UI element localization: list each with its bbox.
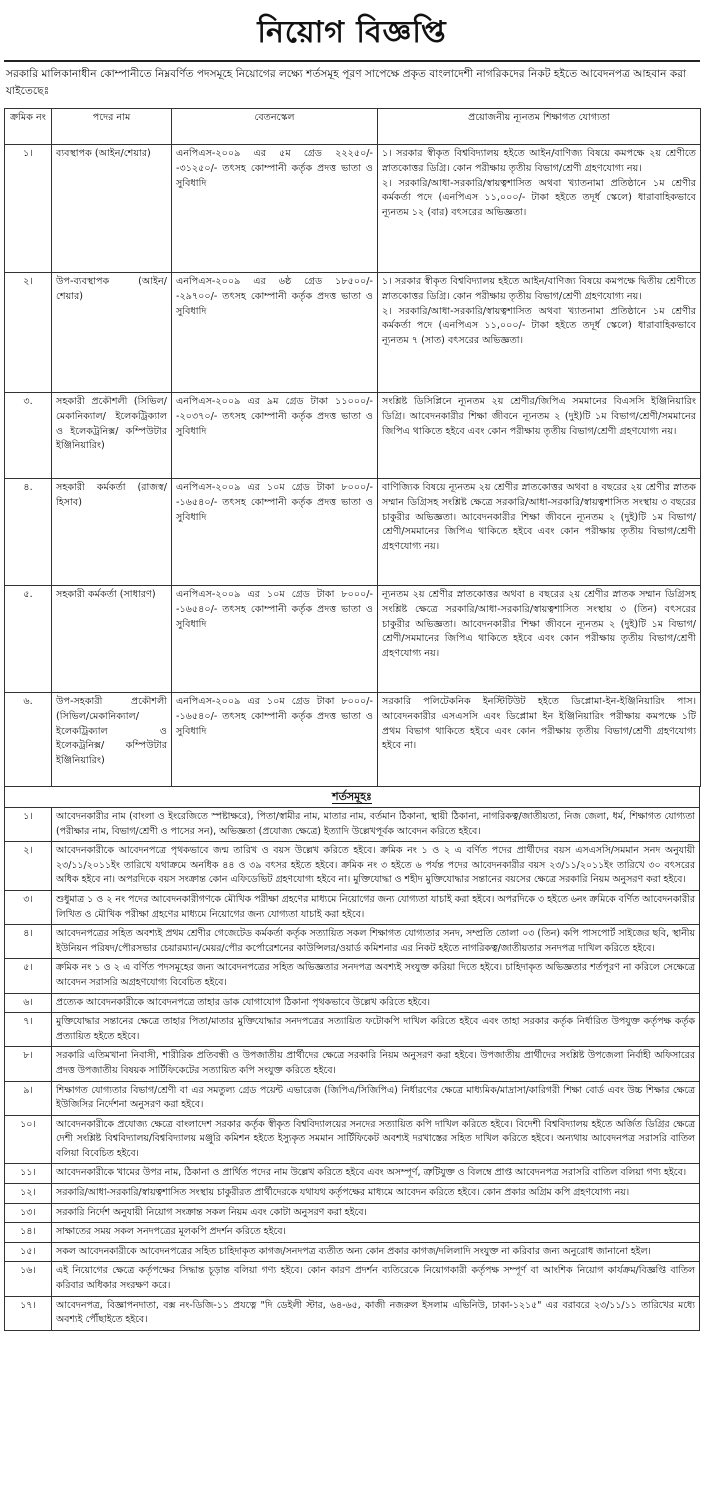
condition-number: ২। xyxy=(5,842,52,891)
qualification-text: সরকারি পলিটেকনিক ইনস্টিটিউট হইতে ডিপ্লোমা-ইন-ইঞ্জিনিয়ারিং পাস। আবেদনকারীর এসএসসি এবং ডিপ্লোমা ইন ইঞ্জিনিয়ারিং পরীক্ষায় কমপক্ষে ১টি প্রথম বিভাগ থাকিতে হইবে এবং কোন পরীক্ষায় তৃতীয় বিভাগ/শ্রেণী গ্রহণযোগ্য হইবে না। xyxy=(382,696,696,752)
qualification-point-1: ১। সরকার স্বীকৃত বিশ্ববিদ্যালয় হইতে আইন/বাণিজ্য বিষয়ে কমপক্ষে ২য় শ্রেণীতে স্নাতকোত্তর ডিগ্রি। কোন পরীক্ষায় তৃতীয় বিভাগ/শ্রেণী গ্রহণযোগ্য নয়। xyxy=(382,148,696,174)
condition-text: শিক্ষাগত যোগ্যতার বিভাগ/শ্রেণী বা এর সমতুল্য গ্রেড পয়েন্ট এভারেজ (জিপিএ/সিজিপিএ) নির্ধারণের ক্ষেত্রে মাধ্যমিক/মাদ্রাসা/কারিগরী শিক্ষা বোর্ড এবং উচ্চ শিক্ষার ক্ষেত্রে ইউজিসির নির্দেশনা অনুসরণ করা হইবে। xyxy=(52,1081,700,1115)
post-name-text: ব্যবস্থাপক (আইন/শেয়ার) xyxy=(56,148,151,159)
row-serial: ৪. xyxy=(5,479,52,586)
row-qualification xyxy=(378,479,701,586)
condition-row xyxy=(5,993,700,1013)
row-post-name xyxy=(52,479,172,586)
condition-text: সরকারি নির্দেশ অনুযায়ী নিয়োগ সংক্রান্ত সকল নিয়ম এবং কোটা অনুসরণ করা হইবে। xyxy=(52,1203,700,1223)
row-serial: ৩. xyxy=(5,393,52,479)
condition-row xyxy=(5,925,700,959)
condition-number: ১৫। xyxy=(5,1242,52,1262)
post-name-text: উপ-সহকারী প্রকৌশলী (সিভিল/মেকানিক্যাল/ ইলেকট্রিক্যাল ও ইলেকট্রনিক্স/ কম্পিউটার ইঞ্জিনিয়ারিং) xyxy=(56,696,167,767)
page-title: নিয়োগ বিজ্ঞপ্তি xyxy=(257,15,447,50)
row-serial: ১। xyxy=(5,145,52,273)
condition-row xyxy=(5,1013,700,1047)
condition-text: প্রত্যেক আবেদনকারীকে আবেদনপত্রে তাহার ডাক যোগাযোগ ঠিকানা পৃথকভাবে উল্লেখ করিতে হইবে। xyxy=(52,993,700,1013)
row-pay-scale xyxy=(172,586,378,693)
qualification-text: ন্যূনতম ২য় শ্রেণীর স্নাতকোত্তর অথবা ৪ বছরের ২য় শ্রেণীর স্নাতক সম্মান ডিগ্রিসহ সংশ্লিষ্ট ক্ষেত্রে সরকারি/আধা-সরকারি/স্বায়ত্বশাসিত সংস্থায় ৩ (তিন) বৎসরের চাকুরীর অভিজ্ঞতা। আবেদনকারীর শিক্ষা জীবনে ন্যূনতম ২ (দুই)টি ১ম বিভাগ/শ্রেণী/সমমানের জিপিএ থাকিতে হইবে এবং কোন পরীক্ষায় তৃতীয় বিভাগ/শ্রেণী গ্রহণযোগ্য নয়। xyxy=(382,589,696,660)
condition-row xyxy=(5,1184,700,1204)
condition-row xyxy=(5,1262,700,1296)
condition-text: ক্রমিক নং ১ ও ২ এ বর্ণিত পদসমূহের জন্য আবেদনপত্রের সহিত অভিজ্ঞতার সনদপত্র অবশ্যই সংযুক্ত করিয়া দিতে হইবে। চাহিদাকৃত অভিজ্ঞতার শর্তপূরণ না করিলে সেক্ষেত্রে আবেদন সরাসরি অগ্রহণযোগ্য বিবেচিত হইবে। xyxy=(52,959,700,993)
row-post-name xyxy=(52,273,172,393)
condition-number: ৮। xyxy=(5,1047,52,1081)
row-serial: ৬. xyxy=(5,693,52,787)
condition-number: ৪। xyxy=(5,925,52,959)
row-post-name xyxy=(52,586,172,693)
row-qualification xyxy=(378,145,701,273)
row-serial: ২। xyxy=(5,273,52,393)
post-name-text: সহকারী কর্মকর্তা (রাজস্ব/হিসাব) xyxy=(56,482,167,508)
row-qualification xyxy=(378,393,701,479)
row-qualification xyxy=(378,693,701,787)
condition-text: আবেদনকারীকে প্রযোজ্য ক্ষেত্রে বাংলাদেশ সরকার কর্তৃক স্বীকৃত বিশ্ববিদ্যালয়ের সনদের সত্যায়িত কপি দাখিল করিতে হইবে। বিদেশী বিশ্ববিদ্যালয় হইতে অর্জিত ডিগ্রির ক্ষেত্রে দেশী সংশ্লিষ্ট বিশ্ববিদ্যালয়/বিশ্ববিদ্যালয় মঞ্জুরি কমিশন হইতে ইস্যুকৃত সমমান সার্টিফিকেট অবশ্যই দরখাস্তের সহিত দাখিল করিতে হইবে। অন্যথায় আবেদনপত্র সরাসরি বাতিল বলিয়া বিবেচিত হইবে। xyxy=(52,1115,700,1164)
condition-number: ৯। xyxy=(5,1081,52,1115)
qualification-point-2: ২। সরকারি/আধা-সরকারি/স্বায়ত্বশাসিত অথবা খ্যাতনামা প্রতিষ্ঠানে ১ম শ্রেণীর কর্মকর্তা পদে (এনপিএস ১১,০০০/- টাকা হইতে তদূর্ধ স্কেলে) ধারাবাহিকভাবে ন্যূনতম ৭ (সাত) বৎসরের অভিজ্ঞতা। xyxy=(382,305,696,347)
condition-text: সাক্ষাতের সময় সকল সনদপত্রের মূলকপি প্রদর্শন করিতে হইবে। xyxy=(52,1223,700,1243)
table-row xyxy=(5,693,701,787)
condition-row xyxy=(5,1047,700,1081)
condition-row xyxy=(5,808,700,842)
qualification-point-2: ২। সরকারি/আধা-সরকারি/স্বায়ত্বশাসিত অথবা খ্যাতনামা প্রতিষ্ঠানে ১ম শ্রেণীর কর্মকর্তা পদে (এনপিএস ১১,০০০/- টাকা হইতে তদূর্ধ স্কেলে) ধারাবাহিকভাবে ন্যূনতম ১২ (বার) বৎসরের অভিজ্ঞতা। xyxy=(382,177,696,219)
row-qualification xyxy=(378,273,701,393)
intro-paragraph: সরকারি মালিকানাধীন কোম্পানীতে নিম্নবর্ণিত পদসমূহে নিয়োগের লক্ষ্যে শর্তসমূহ পূরণ সাপেক্ষে প্রকৃত বাংলাদেশী নাগরিকদের নিকট হইতে আবেদনপত্র আহবান করা যাইতেছেঃ xyxy=(6,68,687,97)
condition-row xyxy=(5,842,700,891)
header-qualification: প্রয়োজনীয় ন্যূনতম শিক্ষাগত যোগ্যতা xyxy=(378,109,701,145)
row-serial: ৫. xyxy=(5,586,52,693)
condition-number: ১। xyxy=(5,808,52,842)
pay-scale-text: এনপিএস-২০০৯ এর ১০ম গ্রেড টাকা ৮০০০/--১৬৫৪০/- তৎসহ কোম্পানী কর্তৃক প্রদত্ত ভাতা ও সুবিধাদি xyxy=(176,696,373,737)
table-row xyxy=(5,273,701,393)
condition-text: সরকারি/আধা-সরকারি/স্বায়ত্বশাসিত সংস্থায় চাকুরীরত প্রার্থীদেরকে যথাযথ কর্তৃপক্ষের মাধ্যমে আবেদন করিতে হইবে। কোন প্রকার অগ্রিম কপি গ্রহণযোগ্য নয়। xyxy=(52,1184,700,1204)
header-post-name: পদের নাম xyxy=(52,109,172,145)
qualification-text: সংশ্লিষ্ট ডিসিপ্লিনে ন্যূনতম ২য় শ্রেণীর/জিপিএ সমমানের বিএসসি ইঞ্জিনিয়ারিং ডিগ্রি। আবেদনকারীর শিক্ষা জীবনে ন্যূনতম ২ (দুই)টি ১ম বিভাগ/শ্রেণী/সমমানের জিপিএ থাকিতে হইবে এবং কোন পরীক্ষায় তৃতীয় বিভাগ/শ্রেণী গ্রহণযোগ্য নয়। xyxy=(382,396,696,437)
condition-text: আবেদনকারীর নাম (বাংলা ও ইংরেজিতে স্পষ্টাক্ষরে), পিতা/স্বামীর নাম, মাতার নাম, বর্তমান ঠিকানা, স্থায়ী ঠিকানা, নাগরিকত্ব/জাতীয়তা, নিজ জেলা, ধর্ম, শিক্ষাগত যোগ্যতা (পরীক্ষার নাম, বিভাগ/শ্রেণী ও পাসের সন), অভিজ্ঞতা (প্রযোজ্য ক্ষেত্রে) ইত্যাদি উল্লেখপূর্বক আবেদন করিতে হইবে। xyxy=(52,808,700,842)
condition-number: ১৪। xyxy=(5,1223,52,1243)
table-row xyxy=(5,479,701,586)
condition-row xyxy=(5,1115,700,1164)
condition-text: আবেদনকারীকে খামের উপর নাম, ঠিকানা ও প্রার্থিত পদের নাম উল্লেখ করিতে হইবে এবং অসম্পূর্ণ, ত্রুটিযুক্ত ও বিলম্বে প্রাপ্ত আবেদনপত্র সরাসরি বাতিল বলিয়া গণ্য হইবে। xyxy=(52,1164,700,1184)
condition-row xyxy=(5,1223,700,1243)
condition-text: আবেদনকারীকে আবেদনপত্রে পৃথকভাবে জন্ম তারিখ ও বয়স উল্লেখ করিতে হইবে। ক্রমিক নং ১ ও ২ এ বর্ণিত পদের প্রার্থীদের বয়স এসএসসি/সমমান সনদ অনুযায়ী ২৩/১১/২০১১ইং তারিখে যথাক্রমে অনধিক ৪৪ ও ৩৯ বৎসর হইতে হইবে। ক্রমিক নং ৩ হইতে ৬ পর্যন্ত পদের আবেদনকারীর বয়স ২৩/১১/২০১১ইং তারিখে ৩০ বৎসরের অধিক হইবে না। অপরদিকে বয়স সংক্রান্ত কোন এফিডেভিট গ্রহণযোগ্য হইবে না। মুক্তিযোদ্ধা ও শহীদ মুক্তিযোদ্ধার সন্তানের বয়সের ক্ষেত্রে সরকারি নিয়ম অনুসরণ করা হইবে। xyxy=(52,842,700,891)
table-row xyxy=(5,145,701,273)
condition-number: ১০। xyxy=(5,1115,52,1164)
condition-number: ১২। xyxy=(5,1184,52,1204)
posts-table xyxy=(4,108,701,787)
posts-table-header-row xyxy=(5,109,701,145)
post-name-text: উপ-ব্যবস্থাপক (আইন/শেয়ার) xyxy=(56,276,167,302)
condition-number: ৩। xyxy=(5,890,52,924)
qualification-point-1: ১। সরকার স্বীকৃত বিশ্ববিদ্যালয় হইতে আইন/বাণিজ্য বিষয়ে কমপক্ষে দ্বিতীয় শ্রেণীতে স্নাতকোত্তর ডিগ্রি। কোন পরীক্ষায় তৃতীয় বিভাগ/শ্রেণী গ্রহণযোগ্য নয়। xyxy=(382,276,696,302)
table-row xyxy=(5,586,701,693)
row-qualification xyxy=(378,586,701,693)
header-serial: ক্রমিক নং xyxy=(5,109,52,145)
pay-scale-text: এনপিএস-২০০৯ এর ৫ম গ্রেড ২২২৫০/--৩১২৫০/- তৎসহ কোম্পানী কর্তৃক প্রদত্ত ভাতা ও সুবিধাদি xyxy=(176,148,373,189)
pay-scale-text: এনপিএস-২০০৯ এর ৬ষ্ঠ গ্রেড ১৮৫০০/--২৯৭০০/- তৎসহ কোম্পানী কর্তৃক প্রদত্ত ভাতা ও সুবিধাদি xyxy=(176,276,373,317)
row-post-name xyxy=(52,693,172,787)
table-row xyxy=(5,393,701,479)
qualification-text: বাণিজ্যিক বিষয়ে ন্যূনতম ২য় শ্রেণীর স্নাতকোত্তর অথবা ৪ বছরের ২য় শ্রেণীর স্নাতক সম্মান ডিগ্রিসহ সংশ্লিষ্ট ক্ষেত্রে সরকারি/আধা-সরকারি/স্বায়ত্বশাসিত সংস্থায় ৩ বছরের চাকুরীর অভিজ্ঞতা। আবেদনকারীর শিক্ষা জীবনে ন্যূনতম ২ (দুই)টি ১ম বিভাগ/শ্রেণী/সমমানের জিপিএ থাকিতে হইবে এবং কোন পরীক্ষায় তৃতীয় বিভাগ/শ্রেণী গ্রহণযোগ্য নয়। xyxy=(382,482,696,553)
conditions-heading-text: শর্তসমূহঃ xyxy=(332,790,372,803)
condition-text: সরকারি এতিমখানা নিবাসী, শারীরিক প্রতিবন্ধী ও উপজাতীয় প্রার্থীদের ক্ষেত্রে সরকারি নিয়ম অনুসরণ করা হইবে। উপজাতীয় প্রার্থীদের সংশ্লিষ্ট উপজেলা নির্বাহী অফিসারের প্রদত্ত উপজাতীয় বিষয়ক সার্টিফিকেটের সত্যায়িত কপি সংযুক্ত করিতে হইবে। xyxy=(52,1047,700,1081)
pay-scale-text: এনপিএস-২০০৯ এর ১০ম গ্রেড টাকা ৮০০০/--১৬৫৪০/- তৎসহ কোম্পানী কর্তৃক প্রদত্ত ভাতা ও সুবিধাদি xyxy=(176,482,373,523)
row-pay-scale xyxy=(172,479,378,586)
condition-row xyxy=(5,1242,700,1262)
condition-number: ৬। xyxy=(5,993,52,1013)
condition-text: আবেদনপত্র, বিজ্ঞাপনদাতা, বক্স নং-ডিজি-১১ প্রযত্নে "দি ডেইলী স্টার, ৬৪-৬৫, কাজী নজরুল ইসলাম এভিনিউ, ঢাকা-১২১৫" এর বরাবরে ২৩/১১/১১ তারিখের মধ্যে অবশ্যই পৌঁছাইতে হইবে। xyxy=(52,1296,700,1330)
pay-scale-text: এনপিএস-২০০৯ এর ১০ম গ্রেড টাকা ৮০০০/--১৬৫৪০/- তৎসহ কোম্পানী কর্তৃক প্রদত্ত ভাতা ও সুবিধাদি xyxy=(176,589,373,630)
condition-row xyxy=(5,1203,700,1223)
conditions-table xyxy=(4,807,700,1331)
condition-row xyxy=(5,890,700,924)
post-name-text: সহকারী প্রকৌশলী (সিভিল/মেকানিক্যাল/ ইলেকট্রিক্যাল ও ইলেকট্রনিক্স/ কম্পিউটার ইঞ্জিনিয়ারিং) xyxy=(56,396,167,452)
row-pay-scale xyxy=(172,693,378,787)
pay-scale-text: এনপিএস-২০০৯ এর ৯ম গ্রেড টাকা ১১০০০/--২০৩৭০/- তৎসহ কোম্পানী কর্তৃক প্রদত্ত ভাতা ও সুবিধাদি xyxy=(176,396,373,437)
condition-text: মুক্তিযোদ্ধার সন্তানের ক্ষেত্রে তাহার পিতা/মাতার মুক্তিযোদ্ধার সনদপত্রের সত্যায়িত ফটোকপি দাখিল করিতে হইবে এবং তাহা সরকার কর্তৃক নির্ধারিত উপযুক্ত কর্তৃপক্ষ কর্তৃক প্রত্যায়িত হইতে হইবে। xyxy=(52,1013,700,1047)
row-post-name xyxy=(52,145,172,273)
post-name-text: সহকারী কর্মকর্তা (সাধারণ) xyxy=(56,589,156,600)
condition-number: ১৬। xyxy=(5,1262,52,1296)
condition-text: শুধুমাত্র ১ ও ২ নং পদের আবেদনকারীগণকে মৌখিক পরীক্ষা গ্রহণের মাধ্যমে নিয়োগের জন্য যোগ্যতা যাচাই করা হইবে। অপরদিকে ৩ হইতে ৬নং ক্রমিকে বর্ণিত আবেদনকারীর লিখিত ও মৌখিক পরীক্ষা গ্রহণের মাধ্যমে নিয়োগের জন্য যোগ্যতা যাচাই করা হইবে। xyxy=(52,890,700,924)
condition-row xyxy=(5,959,700,993)
condition-text: এই নিয়োগের ক্ষেত্রে কর্তৃপক্ষের সিদ্ধান্ত চূড়ান্ত বলিয়া গণ্য হইবে। কোন কারণ প্রদর্শন ব্যতিরেকে নিয়োগকারী কর্তৃপক্ষ সম্পূর্ণ বা আংশিক নিয়োগ কার্যক্রম/বিজ্ঞপ্তি বাতিল করিবার অধিকার সংরক্ষণ করে। xyxy=(52,1262,700,1296)
condition-number: ৭। xyxy=(5,1013,52,1047)
row-pay-scale xyxy=(172,145,378,273)
conditions-heading xyxy=(4,787,700,807)
condition-text: সকল আবেদনকারীকে আবেদনপত্রের সহিত চাহিদাকৃত কাগজ/সনদপত্র ব্যতীত অন্য কোন প্রকার কাগজ/দলিলাদি সংযুক্ত না করিবার জন্য অনুরোধ জানানো হইল। xyxy=(52,1242,700,1262)
condition-number: ১৩। xyxy=(5,1203,52,1223)
header-pay-scale: বেতনস্কেল xyxy=(172,109,378,145)
condition-row xyxy=(5,1164,700,1184)
condition-number: ৫। xyxy=(5,959,52,993)
condition-text: আবেদনপত্রের সহিত অবশ্যই প্রথম শ্রেণীর গেজেটেড কর্মকর্তা কর্তৃক সত্যায়িত সকল শিক্ষাগত যোগ্যতার সনদ, সম্প্রতি তোলা ০৩ (তিন) কপি পাসপোর্ট সাইজের ছবি, স্থানীয় ইউনিয়ন পরিষদ/পৌরসভার চেয়ারম্যান/মেয়র/পৌর কর্পোরেশনের কাউন্সিলর/ওয়ার্ড কমিশনার এর নিকট হইতে নাগরিকত্ব/জাতীয়তার সনদপত্র দাখিল করিতে হইবে। xyxy=(52,925,700,959)
condition-number: ১১। xyxy=(5,1164,52,1184)
condition-row xyxy=(5,1296,700,1330)
condition-row xyxy=(5,1081,700,1115)
row-pay-scale xyxy=(172,393,378,479)
row-pay-scale xyxy=(172,273,378,393)
condition-number: ১৭। xyxy=(5,1296,52,1330)
row-post-name xyxy=(52,393,172,479)
